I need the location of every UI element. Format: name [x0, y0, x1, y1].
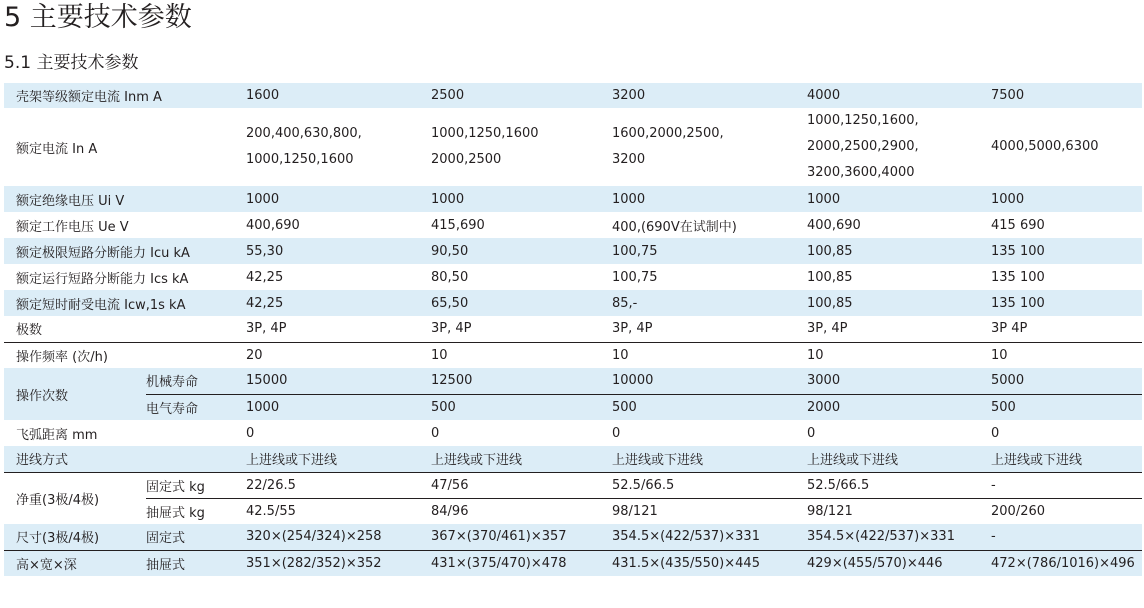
- table-row: [4, 394, 1142, 420]
- cell-line: 200,400,630,800,: [246, 126, 362, 141]
- table-cell: 4000: [807, 83, 991, 108]
- row-label: 净重(3极/4极): [16, 492, 100, 508]
- row-label: 高×宽×深: [4, 550, 146, 576]
- table-cell: 85,-: [612, 290, 807, 316]
- table-cell: 3P, 4P: [246, 316, 431, 342]
- row-label: 进线方式: [4, 446, 246, 472]
- table-cell: 80,50: [431, 269, 469, 285]
- table-cell: 10: [612, 347, 629, 363]
- table-row: [4, 420, 1142, 446]
- table-cell: 1000: [431, 186, 612, 212]
- spec-table: [4, 83, 1142, 576]
- table-cell: [807, 108, 991, 186]
- row-label: 额定电流 In A: [16, 141, 98, 157]
- table-cell: 10000: [612, 368, 807, 394]
- table-cell: 上进线或下进线: [431, 446, 612, 472]
- table-row: [4, 342, 1142, 368]
- table-cell: 429×(455/570)×446: [807, 550, 991, 576]
- table-cell: [612, 108, 807, 186]
- sub-label: 固定式: [146, 524, 246, 550]
- cell-line: 2000,2500: [431, 152, 502, 167]
- sub-label: 抽屉式: [146, 550, 246, 576]
- table-cell: 320×(254/324)×258: [246, 524, 431, 550]
- table-cell: 500: [612, 394, 807, 420]
- table-cell: 47/56: [431, 472, 612, 498]
- table-cell: 1000: [807, 186, 991, 212]
- table-cell: [246, 108, 431, 186]
- cell-line: 3200: [612, 152, 646, 167]
- table-cell: 100,85: [807, 269, 853, 285]
- row-label: 额定短时耐受电流 Icw,1s kA: [4, 290, 246, 316]
- row-label: 壳架等级额定电流 Inm A: [4, 83, 246, 108]
- cell-line: 4000,5000,6300: [991, 139, 1099, 154]
- table-cell: 1000: [246, 394, 431, 420]
- table-cell: 351×(282/352)×352: [246, 550, 431, 576]
- table-cell: 98/121: [612, 503, 658, 519]
- row-label: 操作频率 (次/h): [16, 349, 108, 365]
- table-cell: 42,25: [246, 269, 284, 285]
- table-row: [4, 238, 1142, 264]
- table-cell: 3P, 4P: [431, 316, 612, 342]
- row-label: 操作次数: [4, 368, 146, 420]
- table-cell: 135 100: [991, 269, 1045, 285]
- table-cell: 354.5×(422/537)×331: [612, 524, 807, 550]
- table-cell: 20: [246, 347, 263, 363]
- cell-line: 1000,1250,1600: [246, 152, 354, 167]
- table-row: [4, 186, 1142, 212]
- table-row: [4, 368, 1142, 394]
- table-cell: 354.5×(422/537)×331: [807, 524, 991, 550]
- table-cell: 52.5/66.5: [612, 472, 807, 498]
- table-cell: [431, 108, 612, 186]
- table-cell: 0: [246, 425, 255, 441]
- table-cell: 1000: [991, 186, 1142, 212]
- row-label: 尺寸(3极/4极): [4, 524, 146, 550]
- table-cell: 42.5/55: [246, 503, 296, 519]
- table-row: [4, 264, 1142, 290]
- table-cell: 84/96: [431, 503, 469, 519]
- table-cell: 472×(786/1016)×496: [991, 550, 1142, 576]
- table-cell: 367×(370/461)×357: [431, 524, 612, 550]
- table-cell: 400,(690V在试制中): [612, 219, 737, 235]
- table-cell: 52.5/66.5: [807, 472, 991, 498]
- table-row: [4, 524, 1142, 550]
- row-label: 额定极限短路分断能力 Icu kA: [4, 238, 246, 264]
- row-label: 额定绝缘电压 Ui V: [4, 186, 246, 212]
- cell-line: 1000,1250,1600: [431, 126, 539, 141]
- table-row: [4, 316, 1142, 342]
- table-cell: 400,690: [807, 217, 861, 233]
- row-label: 极数: [4, 316, 246, 342]
- row-label: 飞弧距离 mm: [16, 427, 98, 443]
- row-label: 额定运行短路分断能力 Ics kA: [16, 271, 189, 287]
- cell-line: 3200,3600,4000: [807, 165, 915, 180]
- table-cell: 3P, 4P: [612, 316, 807, 342]
- table-cell: 55,30: [246, 238, 431, 264]
- table-cell: 上进线或下进线: [807, 446, 991, 472]
- table-cell: 65,50: [431, 290, 612, 316]
- table-cell: 10: [807, 347, 824, 363]
- table-cell: 3000: [807, 368, 991, 394]
- table-cell: -: [991, 524, 1142, 550]
- table-cell: 15000: [246, 368, 431, 394]
- table-cell: 1600: [246, 83, 431, 108]
- table-cell: 400,690: [246, 217, 300, 233]
- table-row: [4, 472, 1142, 498]
- table-cell: 42,25: [246, 290, 431, 316]
- table-cell: 135 100: [991, 290, 1142, 316]
- table-cell: 10: [431, 347, 448, 363]
- table-cell: -: [991, 472, 1142, 498]
- table-cell: 10: [991, 347, 1008, 363]
- table-cell: 200/260: [991, 503, 1046, 519]
- sub-label: 抽屉式 kg: [146, 505, 205, 521]
- sub-label: 机械寿命: [146, 368, 246, 394]
- table-cell: 3P, 4P: [807, 316, 991, 342]
- table-cell: 7500: [991, 83, 1142, 108]
- table-cell: 上进线或下进线: [991, 446, 1142, 472]
- sub-label: 固定式 kg: [146, 472, 246, 498]
- table-row: [4, 446, 1142, 472]
- table-row: [4, 290, 1142, 316]
- table-cell: 500: [991, 394, 1142, 420]
- cell-line: 2000,2500,2900,: [807, 139, 919, 154]
- table-cell: 1000: [612, 186, 807, 212]
- section-title: 5.1 主要技术参数: [4, 53, 139, 73]
- table-row: [4, 83, 1142, 108]
- table-row: [4, 550, 1142, 576]
- table-cell: 100,85: [807, 238, 991, 264]
- table-cell: 2000: [807, 394, 991, 420]
- table-row: [4, 498, 1142, 524]
- cell-line: 1000,1250,1600,: [807, 113, 919, 128]
- table-cell: 上进线或下进线: [246, 446, 431, 472]
- table-cell: 22/26.5: [246, 472, 431, 498]
- sub-label: 电气寿命: [146, 394, 246, 420]
- table-cell: 135 100: [991, 238, 1142, 264]
- table-cell: 100,75: [612, 238, 807, 264]
- table-cell: 5000: [991, 368, 1142, 394]
- table-cell: [991, 108, 1142, 186]
- table-row: [4, 212, 1142, 238]
- table-cell: 100,85: [807, 290, 991, 316]
- table-cell: 500: [431, 394, 612, 420]
- table-cell: 12500: [431, 368, 612, 394]
- cell-line: 1600,2000,2500,: [612, 126, 724, 141]
- table-cell: 0: [612, 425, 621, 441]
- table-cell: 98/121: [807, 503, 853, 519]
- table-cell: 2500: [431, 83, 612, 108]
- table-cell: 0: [807, 425, 816, 441]
- table-cell: 上进线或下进线: [612, 446, 807, 472]
- table-cell: 415,690: [431, 217, 485, 233]
- row-label: 额定工作电压 Ue V: [16, 219, 129, 235]
- table-cell: 415 690: [991, 217, 1045, 233]
- table-cell: 100,75: [612, 269, 658, 285]
- table-cell: 431.5×(435/550)×445: [612, 550, 807, 576]
- table-row: [4, 108, 1142, 186]
- table-cell: 3200: [612, 83, 807, 108]
- table-cell: 90,50: [431, 238, 612, 264]
- table-cell: 0: [991, 425, 1000, 441]
- table-cell: 431×(375/470)×478: [431, 550, 612, 576]
- table-cell: 3P 4P: [991, 316, 1142, 342]
- table-cell: 0: [431, 425, 440, 441]
- table-cell: 1000: [246, 186, 431, 212]
- page-title: 5 主要技术参数: [4, 2, 192, 33]
